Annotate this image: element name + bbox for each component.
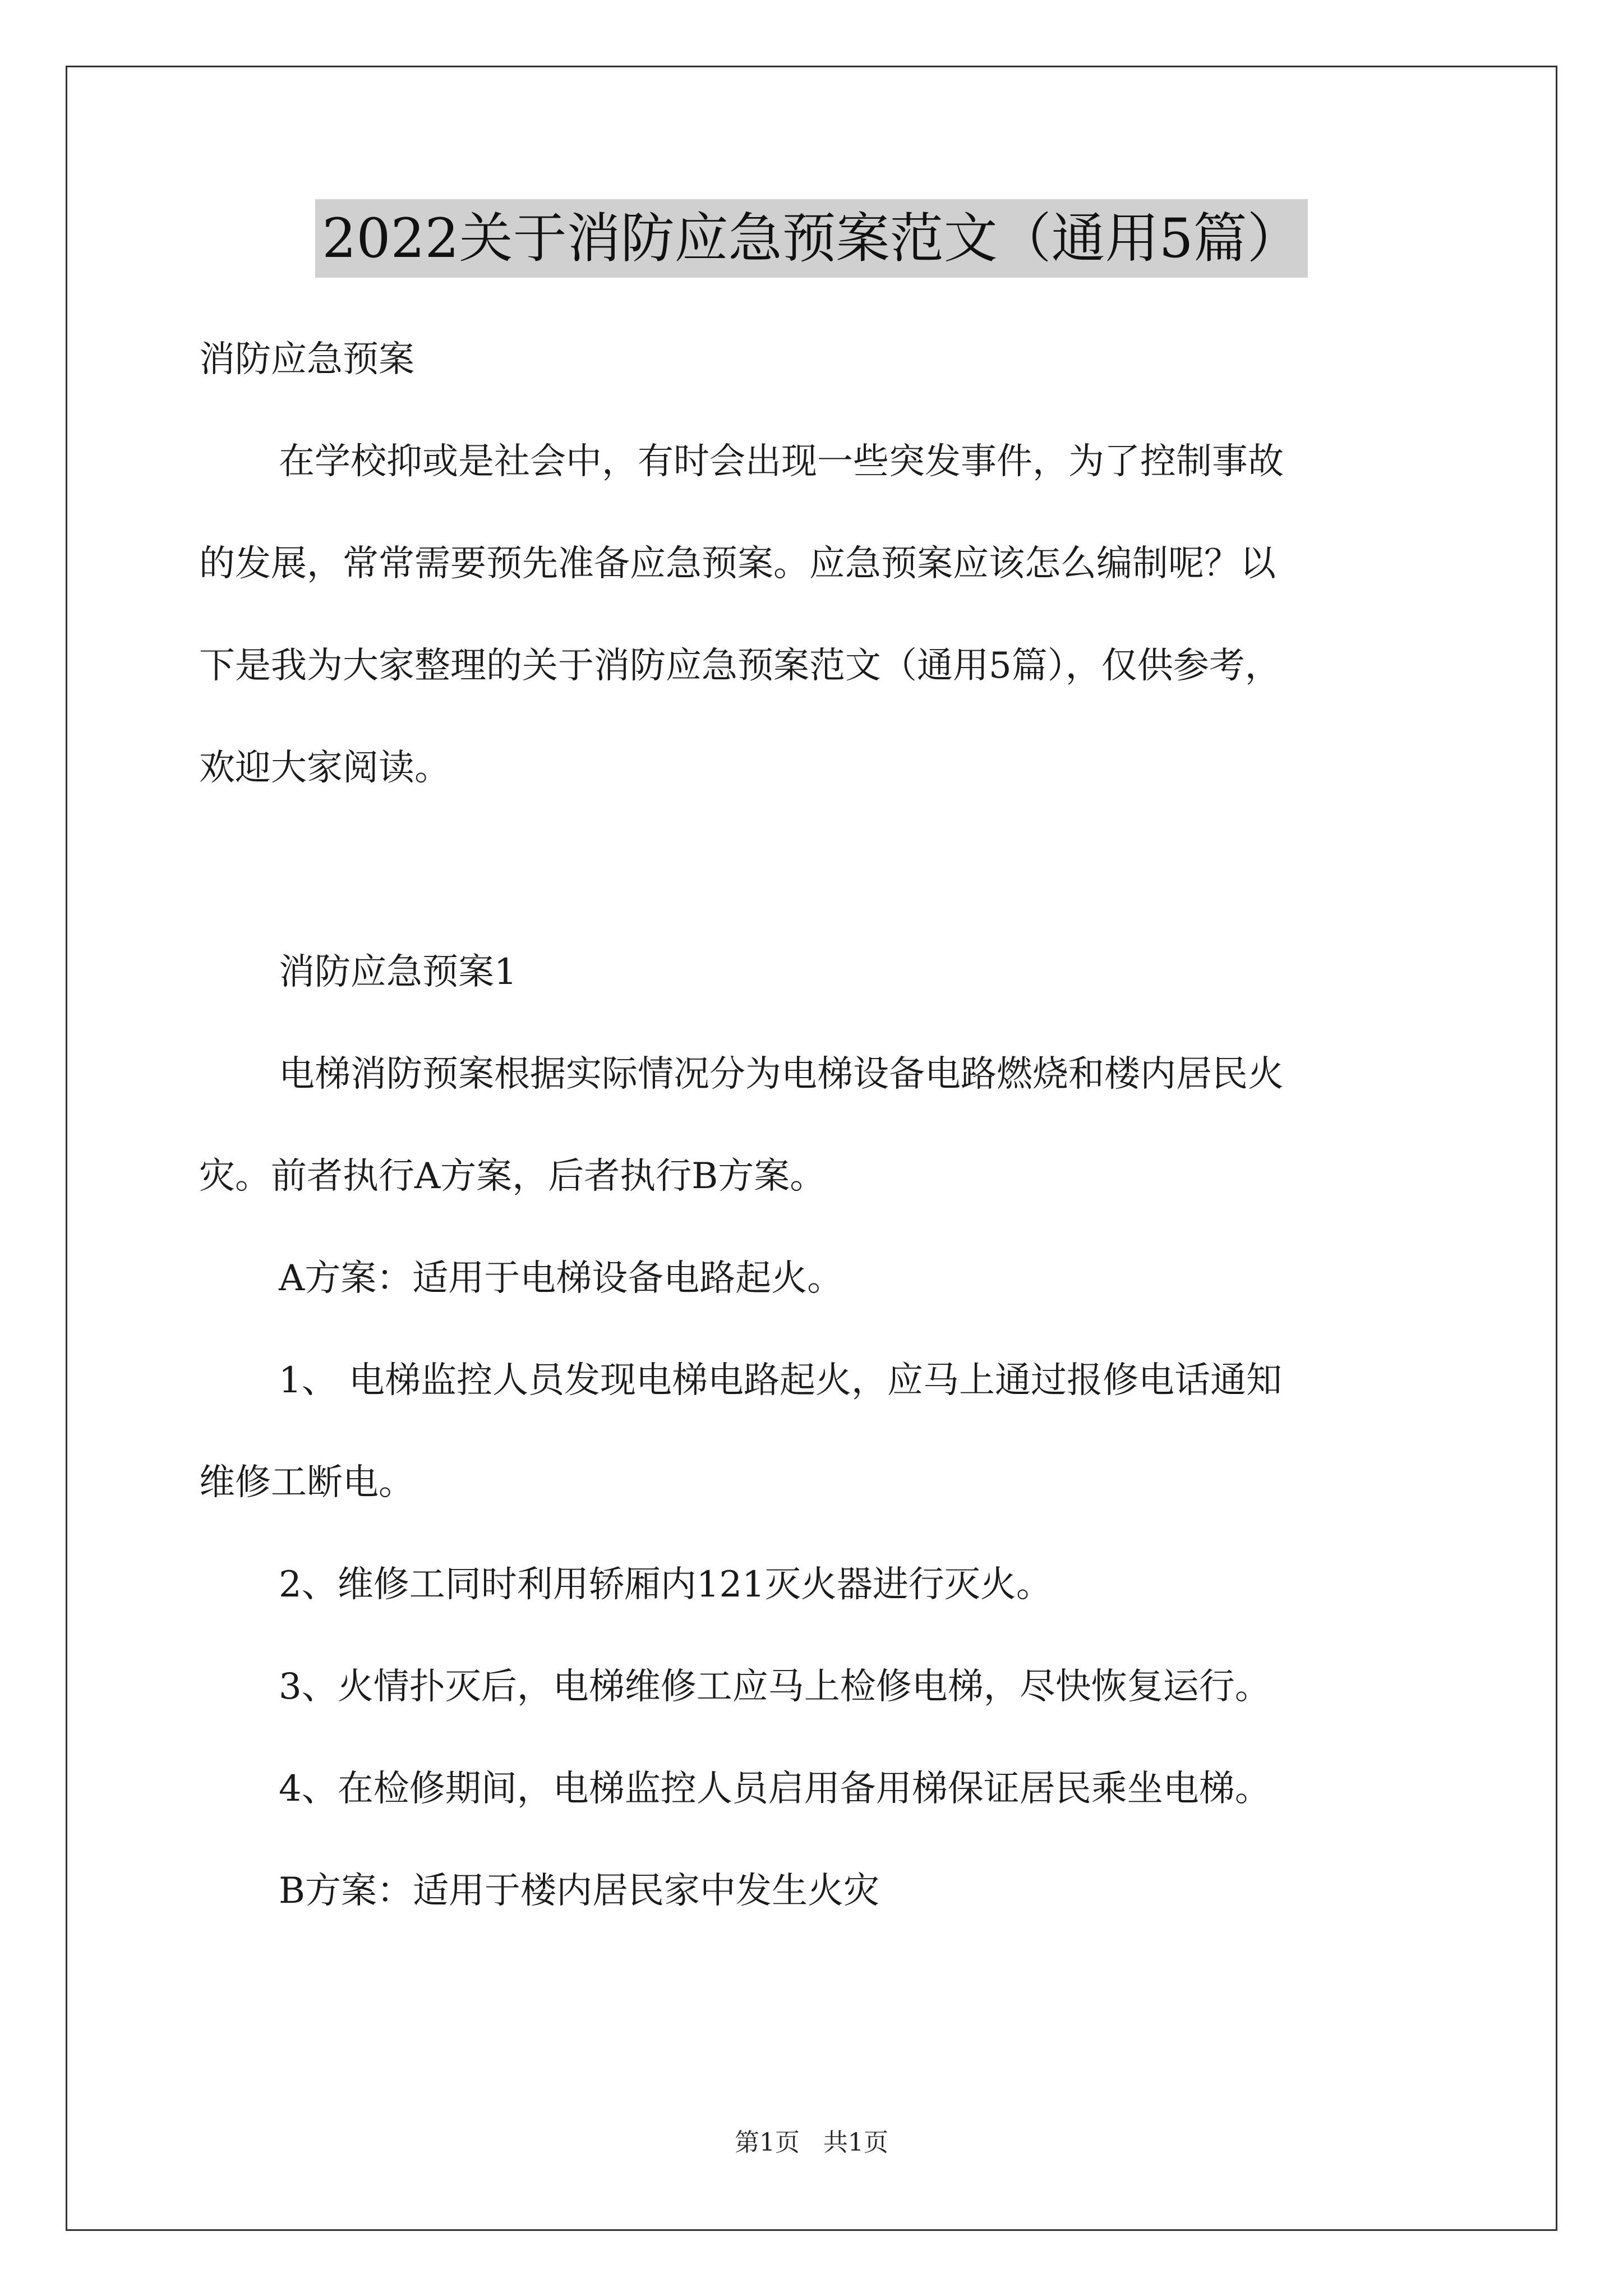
section-title: 消防应急预案1 <box>279 951 517 993</box>
intro-line-1: 在学校抑或是社会中，有时会出现一些突发事件，为了控制事故 <box>279 441 1284 482</box>
item-3-line: 3、火情扑灭后，电梯维修工应马上检修电梯，尽快恢复运行。 <box>279 1666 1271 1708</box>
section-gap <box>199 819 1461 921</box>
body-line-1a: 电梯消防预案根据实际情况分为电梯设备电路燃烧和楼内居民火 <box>279 1053 1284 1095</box>
plan-b-line: B方案：适用于楼内居民家中发生火灾 <box>279 1870 880 1912</box>
intro-line-2: 的发展，常常需要预先准备应急预案。应急预案应该怎么编制呢？以 <box>199 543 1276 585</box>
item-2-line: 2、维修工同时利用轿厢内121灭火器进行灭火。 <box>279 1564 1052 1605</box>
item-4-line: 4、在检修期间，电梯监控人员启用备用梯保证居民乘坐电梯。 <box>279 1768 1271 1810</box>
intro-line-4: 欢迎大家阅读。 <box>199 747 450 789</box>
title-container <box>0 199 1623 278</box>
item-1-line-a: 1、 电梯监控人员发现电梯电路起火，应马上通过报修电话通知 <box>279 1360 1283 1401</box>
document-title: 2022关于消防应急预案范文（通用5篇） <box>315 199 1307 278</box>
page-footer: 第1页 共1页 <box>735 2128 888 2157</box>
plan-a-line: A方案：适用于电梯设备电路起火。 <box>279 1258 843 1299</box>
heading-paragraph: 消防应急预案 <box>199 339 414 380</box>
document-body <box>199 309 1461 1942</box>
item-1-line-b: 维修工断电。 <box>199 1462 414 1503</box>
body-line-1b: 灾。前者执行A方案，后者执行B方案。 <box>199 1156 826 1197</box>
intro-line-3: 下是我为大家整理的关于消防应急预案范文（通用5篇），仅供参考， <box>199 645 1281 687</box>
